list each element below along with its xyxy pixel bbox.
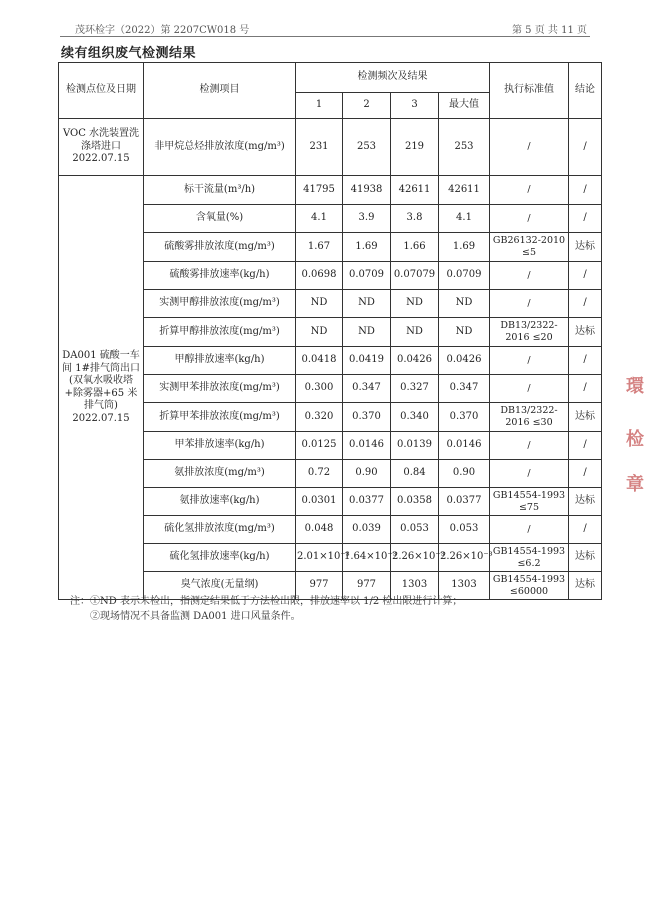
value-cell-2: 0.370 xyxy=(343,403,391,432)
value-cell-2: ND xyxy=(343,290,391,318)
value-cell-2: 1.69 xyxy=(343,233,391,262)
value-cell-max: 0.0709 xyxy=(439,262,490,290)
standard-cell: DB13/2322-2016 ≤20 xyxy=(490,318,569,347)
item-cell: 硫酸雾排放速率(kg/h) xyxy=(144,262,296,290)
standard-cell: GB26132-2010 ≤5 xyxy=(490,233,569,262)
value-cell-1: 0.0301 xyxy=(296,488,343,516)
value-cell-max: 0.053 xyxy=(439,516,490,544)
value-cell-1: 977 xyxy=(296,572,343,600)
value-cell-3: 0.0139 xyxy=(391,432,439,460)
value-cell-1: 0.72 xyxy=(296,460,343,488)
value-cell-1: 0.300 xyxy=(296,375,343,403)
value-cell-max: 1303 xyxy=(439,572,490,600)
value-cell-1: 0.0125 xyxy=(296,432,343,460)
table-row xyxy=(59,119,602,176)
value-cell-2: 0.0419 xyxy=(343,347,391,375)
value-cell-3: 0.0426 xyxy=(391,347,439,375)
item-cell: 硫化氢排放浓度(mg/m³) xyxy=(144,516,296,544)
value-cell-max: 2.26×10⁻³ xyxy=(439,544,490,572)
conclusion-cell: / xyxy=(569,347,602,375)
standard-cell: / xyxy=(490,262,569,290)
value-cell-max: 0.0377 xyxy=(439,488,490,516)
standard-cell: / xyxy=(490,290,569,318)
header-frequency-group: 检测频次及结果 xyxy=(296,63,490,93)
value-cell-2: 0.90 xyxy=(343,460,391,488)
value-cell-2: 0.347 xyxy=(343,375,391,403)
section-title: 续有组织废气检测结果 xyxy=(61,46,197,61)
value-cell-max: 0.0426 xyxy=(439,347,490,375)
standard-cell: / xyxy=(490,205,569,233)
header-standard: 执行标准值 xyxy=(490,63,569,119)
value-cell-max: 253 xyxy=(439,119,490,176)
value-cell-max: 1.69 xyxy=(439,233,490,262)
item-cell: 标干流量(m³/h) xyxy=(144,176,296,205)
value-cell-3: 0.07079 xyxy=(391,262,439,290)
value-cell-max: 4.1 xyxy=(439,205,490,233)
conclusion-cell: / xyxy=(569,262,602,290)
emission-results-table xyxy=(58,62,602,600)
conclusion-cell: / xyxy=(569,516,602,544)
conclusion-cell: / xyxy=(569,432,602,460)
notes xyxy=(70,594,462,624)
conclusion-cell: 达标 xyxy=(569,544,602,572)
value-cell-3: 3.8 xyxy=(391,205,439,233)
note-1: 注：①ND 表示未检出，指测定结果低于方法检出限，排放速率以 1/2 检出限进行计算； xyxy=(70,596,463,607)
value-cell-3: ND xyxy=(391,290,439,318)
value-cell-1: 0.0698 xyxy=(296,262,343,290)
value-cell-2: 253 xyxy=(343,119,391,176)
value-cell-max: 0.90 xyxy=(439,460,490,488)
value-cell-1: 0.0418 xyxy=(296,347,343,375)
conclusion-cell: 达标 xyxy=(569,488,602,516)
standard-cell: / xyxy=(490,347,569,375)
header-f3: 3 xyxy=(391,93,439,119)
item-cell: 非甲烷总烃排放浓度(mg/m³) xyxy=(144,119,296,176)
conclusion-cell: / xyxy=(569,119,602,176)
header-rule xyxy=(60,36,590,37)
conclusion-cell: / xyxy=(569,375,602,403)
conclusion-cell: 达标 xyxy=(569,403,602,432)
value-cell-max: 0.347 xyxy=(439,375,490,403)
header-f2: 2 xyxy=(343,93,391,119)
report-number: 茂环检字（2022）第 2207CW018 号 xyxy=(75,25,250,36)
conclusion-cell: / xyxy=(569,205,602,233)
item-cell: 硫化氢排放速率(kg/h) xyxy=(144,544,296,572)
value-cell-3: 0.053 xyxy=(391,516,439,544)
value-cell-3: 1.66 xyxy=(391,233,439,262)
value-cell-max: ND xyxy=(439,318,490,347)
item-cell: 实测甲醇排放浓度(mg/m³) xyxy=(144,290,296,318)
note-2: ②现场情况不具备监测 DA001 进口风量条件。 xyxy=(90,611,301,622)
value-cell-1: ND xyxy=(296,318,343,347)
value-cell-1: 0.048 xyxy=(296,516,343,544)
value-cell-2: 0.0146 xyxy=(343,432,391,460)
value-cell-1: 4.1 xyxy=(296,205,343,233)
conclusion-cell: / xyxy=(569,460,602,488)
value-cell-3: 1303 xyxy=(391,572,439,600)
value-cell-3: 219 xyxy=(391,119,439,176)
value-cell-3: ND xyxy=(391,318,439,347)
value-cell-max: 0.0146 xyxy=(439,432,490,460)
value-cell-2: 977 xyxy=(343,572,391,600)
value-cell-2: 0.0709 xyxy=(343,262,391,290)
monitoring-point-cell: VOC 水洗装置洗涤塔进口 2022.07.15 xyxy=(59,119,144,176)
standard-cell: / xyxy=(490,119,569,176)
standard-cell: GB14554-1993 ≤6.2 xyxy=(490,544,569,572)
value-cell-3: 2.26×10⁻³ xyxy=(391,544,439,572)
header-conclusion: 结论 xyxy=(569,63,602,119)
standard-cell: GB14554-1993 ≤60000 xyxy=(490,572,569,600)
header-max: 最大值 xyxy=(439,93,490,119)
item-cell: 折算甲醇排放浓度(mg/m³) xyxy=(144,318,296,347)
conclusion-cell: 达标 xyxy=(569,572,602,600)
value-cell-1: 0.320 xyxy=(296,403,343,432)
value-cell-3: 0.0358 xyxy=(391,488,439,516)
value-cell-3: 0.327 xyxy=(391,375,439,403)
value-cell-1: 1.67 xyxy=(296,233,343,262)
monitoring-point-cell: DA001 硫酸一车间 1#排气筒出口(双氧水吸收塔+除雾器+65 米排气筒) 2022.07.15 xyxy=(59,176,144,600)
header-item: 检测项目 xyxy=(144,63,296,119)
value-cell-3: 0.340 xyxy=(391,403,439,432)
standard-cell: DB13/2322-2016 ≤30 xyxy=(490,403,569,432)
value-cell-2: 41938 xyxy=(343,176,391,205)
value-cell-1: 231 xyxy=(296,119,343,176)
stamp-char-3: 章 xyxy=(626,474,644,495)
standard-cell: GB14554-1993 ≤75 xyxy=(490,488,569,516)
value-cell-1: 41795 xyxy=(296,176,343,205)
standard-cell: / xyxy=(490,375,569,403)
conclusion-cell: / xyxy=(569,290,602,318)
conclusion-cell: / xyxy=(569,176,602,205)
standard-cell: / xyxy=(490,176,569,205)
conclusion-cell: 达标 xyxy=(569,233,602,262)
header-point: 检测点位及日期 xyxy=(59,63,144,119)
table-row xyxy=(59,176,602,205)
value-cell-2: 0.039 xyxy=(343,516,391,544)
standard-cell: / xyxy=(490,432,569,460)
item-cell: 甲醇排放速率(kg/h) xyxy=(144,347,296,375)
value-cell-2: ND xyxy=(343,318,391,347)
stamp-char-2: 检 xyxy=(626,429,644,450)
value-cell-2: 1.64×10⁻³ xyxy=(343,544,391,572)
conclusion-cell: 达标 xyxy=(569,318,602,347)
value-cell-max: 0.370 xyxy=(439,403,490,432)
value-cell-max: ND xyxy=(439,290,490,318)
item-cell: 实测甲苯排放浓度(mg/m³) xyxy=(144,375,296,403)
value-cell-1: 2.01×10⁻³ xyxy=(296,544,343,572)
item-cell: 甲苯排放速率(kg/h) xyxy=(144,432,296,460)
standard-cell: / xyxy=(490,460,569,488)
item-cell: 折算甲苯排放浓度(mg/m³) xyxy=(144,403,296,432)
header-f1: 1 xyxy=(296,93,343,119)
page-number: 第 5 页 共 11 页 xyxy=(512,25,587,36)
item-cell: 硫酸雾排放浓度(mg/m³) xyxy=(144,233,296,262)
value-cell-3: 42611 xyxy=(391,176,439,205)
item-cell: 氨排放浓度(mg/m³) xyxy=(144,460,296,488)
stamp-char-1: 環 xyxy=(626,376,644,397)
value-cell-max: 42611 xyxy=(439,176,490,205)
value-cell-2: 0.0377 xyxy=(343,488,391,516)
value-cell-1: ND xyxy=(296,290,343,318)
item-cell: 臭气浓度(无量纲) xyxy=(144,572,296,600)
item-cell: 含氧量(%) xyxy=(144,205,296,233)
value-cell-3: 0.84 xyxy=(391,460,439,488)
item-cell: 氨排放速率(kg/h) xyxy=(144,488,296,516)
standard-cell: / xyxy=(490,516,569,544)
value-cell-2: 3.9 xyxy=(343,205,391,233)
